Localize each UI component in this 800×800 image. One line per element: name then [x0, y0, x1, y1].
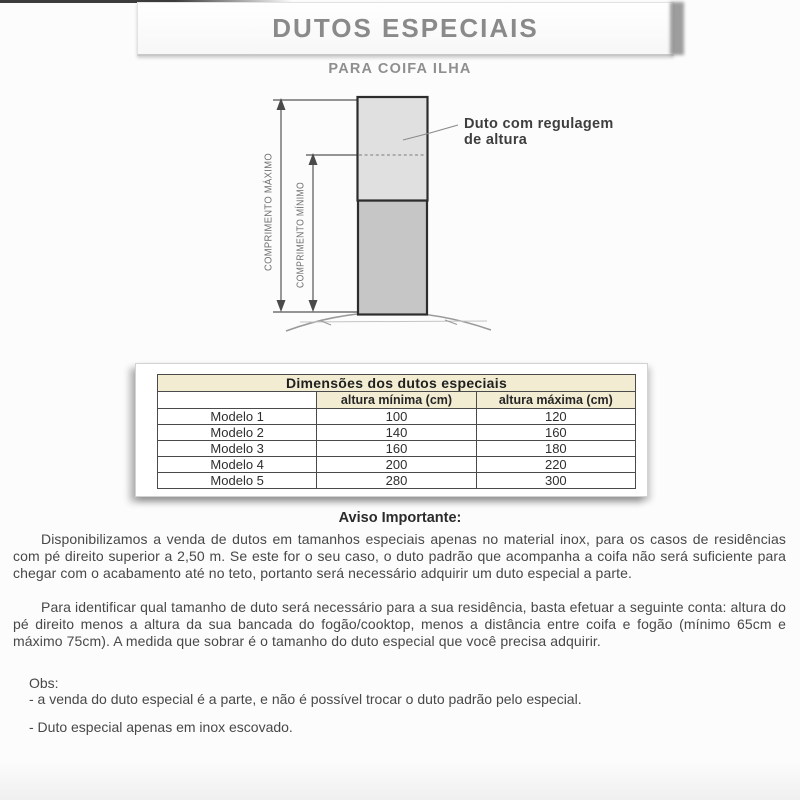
label-comprimento-maximo: COMPRIMENTO MÁXIMO [262, 138, 275, 271]
duct-upper-section [358, 97, 428, 201]
table-row [158, 409, 636, 425]
header-blank-cell [158, 392, 317, 409]
bottom-fade [0, 760, 800, 800]
table-row [158, 425, 636, 441]
cell-min: 280 [317, 473, 476, 489]
obs-block [29, 675, 789, 735]
cell-model: Modelo 4 [158, 457, 317, 473]
cell-max: 300 [476, 473, 635, 489]
table-panel [135, 363, 648, 497]
callout-line1: Duto com regulagem [464, 116, 614, 132]
dimension-min-arrow [306, 155, 357, 304]
duct-callout-label [464, 116, 614, 148]
header-altura-minima: altura mínima (cm) [317, 392, 476, 409]
label-comprimento-minimo: COMPRIMENTO MÍNIMO [294, 159, 307, 288]
arrowhead-max-bottom [277, 300, 286, 312]
cell-min: 160 [317, 441, 476, 457]
title-banner [137, 2, 674, 56]
banner-right-shadow [670, 2, 684, 55]
table-header-row [158, 392, 636, 409]
cell-max: 180 [476, 441, 635, 457]
hood-arc-tick-left [320, 321, 331, 326]
cell-model: Modelo 5 [158, 473, 317, 489]
cell-model: Modelo 2 [158, 425, 317, 441]
table-row [158, 441, 636, 457]
arrowhead-min-bottom [309, 300, 318, 312]
obs-item: - Duto especial apenas em inox escovado. [29, 719, 293, 735]
obs-label: Obs: [29, 675, 59, 691]
cell-max: 120 [476, 409, 635, 425]
table-row [158, 473, 636, 489]
dimensions-table [157, 374, 636, 489]
cell-max: 220 [476, 457, 635, 473]
duct-lower-section [358, 201, 427, 315]
page-subtitle: PARA COIFA ILHA [328, 61, 472, 77]
header-altura-maxima: altura máxima (cm) [476, 392, 635, 409]
cell-min: 100 [317, 409, 476, 425]
callout-line2: de altura [464, 132, 528, 148]
cell-min: 140 [317, 425, 476, 441]
cell-model: Modelo 3 [158, 441, 317, 457]
table-title: Dimensões dos dutos especiais [158, 375, 636, 392]
dimension-max-arrow [273, 100, 362, 312]
table-row [158, 457, 636, 473]
notice-title: Aviso Importante: [338, 510, 462, 526]
notice-paragraph-2: Para identificar qual tamanho de duto será necessário para a sua residência, basta efetuar a seguinte conta: altura do pé direito menos a altura da sua bancada do fogão/cooktop, menos a distância entre coifa e fogão (mínimo 65cm e máximo 75cm). A medida que sobrar é o tamanho do duto especial que você precisa adquirir. [13, 599, 786, 649]
table-title-row [158, 375, 636, 392]
hood-chord-line [300, 321, 487, 322]
cell-min: 200 [317, 457, 476, 473]
cell-max: 160 [476, 425, 635, 441]
cell-model: Modelo 1 [158, 409, 317, 425]
notice-paragraph-1: Disponibilizamos a venda de dutos em tamanhos especiais apenas no material inox, para os casos de residências com pé direito superior a 2,50 m. Se este for o seu caso, o duto padrão que acompanha a coifa não será suficiente para chegar com o acabamento até no teto, portanto será necessário adquirir um duto especial a parte. [13, 531, 786, 581]
obs-item: - a venda do duto especial é a parte, e não é possível trocar o duto padrão pelo especial. [29, 691, 582, 707]
page-title: DUTOS ESPECIAIS [272, 13, 539, 43]
